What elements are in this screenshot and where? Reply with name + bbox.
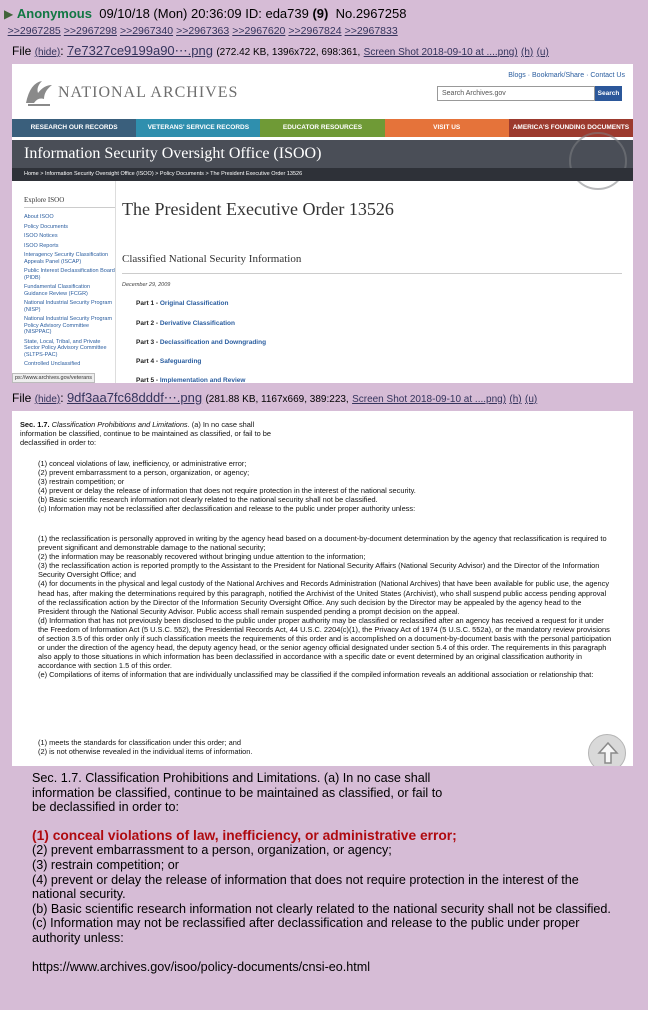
section-items-e <box>38 738 613 756</box>
backlink[interactable]: >>2967340 <box>119 25 174 37</box>
section-item: (d) Information that has not previously been disclosed to the public under proper authority may be classified or reclassified after an agency has received a request for it under the Freedom of Information Act (5 U.S.C. 552), the Presidential Records Act, 44 U.S.C. 2204(c)(1), the Privacy Act of 1974 (5 U.S.C. 552a), or the mandatory review provisions of section 3.5 of this order only if such classification meets the requirements of this order and is accomplished on a document-by-document basis with the personal participation or under the direction of the agency head, the deputy agency head, or the senior agency official designated under section 5.4 of this order. The requirements in this paragraph also apply to those situations in which information has been declassified in accordance with a specific date or event determined by an original classification authority in accordance with section 1.5 of this order. <box>38 615 612 671</box>
nav-educator-resources[interactable]: EDUCATOR RESOURCES <box>260 119 384 137</box>
part-number: Part 4 - <box>136 358 159 365</box>
comment-intro: Sec. 1.7. Classification Prohibitions and Limitations. (a) In no case shall information be classified, continue to be maintained as classified, or fail to be declassified in order to: <box>32 771 443 815</box>
status-url-tooltip: ps://www.archives.gov/veterans <box>12 373 95 383</box>
sidebar-item[interactable]: Fundamental Classification Guidance Review (FCGR) <box>24 284 91 297</box>
backlink[interactable]: >>2967285 <box>7 25 61 37</box>
part-link <box>136 339 266 346</box>
file-meta: (281.88 KB, 1167x669, 389:223, <box>205 394 349 405</box>
main-content <box>122 181 627 383</box>
file-h-link[interactable]: (h) <box>521 47 534 58</box>
section-item: (2) the information may be reasonably recovered without bringing undue attention to the information; <box>38 552 366 562</box>
sidebar-item[interactable]: Public Interest Declassification Board (PIDB) <box>24 268 115 281</box>
sidebar-item[interactable]: About ISOO <box>24 214 54 220</box>
section-item: (1) conceal violations of law, inefficiency, or administrative error; <box>38 459 247 468</box>
part-title-link[interactable]: Safeguarding <box>159 358 202 365</box>
nav-research-our-records[interactable]: RESEARCH OUR RECORDS <box>12 119 136 137</box>
comment-url-link[interactable]: https://www.archives.gov/isoo/policy-documents/cnsi-eo.html <box>32 959 371 974</box>
part-title-link[interactable]: Implementation and Review <box>159 377 246 383</box>
national-archives-logo <box>24 74 238 112</box>
original-filename-link[interactable]: Screen Shot 2018-09-10 at ....png) <box>352 394 507 405</box>
section-item: (4) prevent or delay the release of information that does not require protection in the interest of the national security. <box>38 486 416 496</box>
arrow-up-icon <box>597 741 619 765</box>
section-intro <box>20 420 290 447</box>
image-eo-section-text[interactable] <box>12 411 633 766</box>
file-label: File <box>12 391 32 405</box>
sidebar-item[interactable]: ISOO Notices <box>24 233 58 239</box>
section-item: (e) Compilations of items of information that are individually unclassified may be classified if the compiled information reveals an additional association or relationship that: <box>38 670 594 680</box>
logo-text: NATIONAL ARCHIVES <box>58 84 239 101</box>
search-input[interactable]: Search Archives.gov <box>437 86 595 101</box>
sidebar-item[interactable]: Interagency Security Classification Appeals Panel (ISCAP) <box>24 252 109 265</box>
isoo-banner <box>12 140 633 168</box>
sidebar-item[interactable]: National Industrial Security Program Policy Advisory Committee (NISPPAC) <box>24 316 113 335</box>
section-item: (3) restrain competition; or <box>38 477 125 487</box>
page-subtitle: Classified National Security Information <box>122 253 622 274</box>
backlink[interactable]: >>2967363 <box>176 25 230 37</box>
section-item: (4) for documents in the physical and legal custody of the National Archives and Records Administration (National Archives) that have been available for public use, the agency head has, after making the determinations required by this paragraph, notified the Archivist of the United States (Archivist), who shall suspend public access pending approval of the reclassification action by the Director of the Information Security Oversight Office. Any such decision by the Director may be appealed by the agency head to the President through the National Security Advisor. Public access shall remain suspended pending a prompt decision on the appeal. <box>38 579 610 616</box>
nav-founding-documents[interactable]: AMERICA'S FOUNDING DOCUMENTS <box>509 119 633 137</box>
part-link <box>136 320 235 327</box>
left-sidebar <box>12 181 116 383</box>
poster-id-count: (9) <box>312 6 329 21</box>
hide-file-link[interactable]: (hide) <box>34 394 61 405</box>
sidebar-heading: Explore ISOO <box>24 196 115 208</box>
part-number: Part 2 - <box>136 320 159 327</box>
scroll-to-top-button[interactable] <box>588 734 626 766</box>
section-items-c <box>38 534 613 680</box>
post-toggle-arrow-icon[interactable]: ▶ <box>4 7 14 21</box>
nav-visit-us[interactable]: VISIT US <box>385 119 509 137</box>
comment-line: (3) restrain competition; or <box>32 857 179 872</box>
top-links[interactable]: Blogs · Bookmark/Share · Contact Us <box>508 72 625 79</box>
file-name-link[interactable]: 9df3aa7fc68dddf⋯.png <box>66 390 203 405</box>
breadcrumb[interactable]: Home > Information Security Oversight Office (ISOO) > Policy Documents > The President Executive Order 13526 <box>12 168 633 181</box>
publish-date: December 29, 2009 <box>122 282 171 288</box>
section-item: (2) prevent embarrassment to a person, organization, or agency; <box>38 468 250 478</box>
section-item: (1) meets the standards for classification under this order; and <box>38 738 241 747</box>
post-number[interactable]: No.2967258 <box>335 6 407 21</box>
file-meta: (272.42 KB, 1396x722, 698:361, <box>216 47 361 58</box>
backlink[interactable]: >>2967620 <box>232 25 286 37</box>
eagle-logo-icon <box>24 77 54 109</box>
original-filename-link[interactable]: Screen Shot 2018-09-10 at ....png) <box>363 47 518 58</box>
section-number: Sec. 1.7. <box>20 420 50 429</box>
part-title-link[interactable]: Declassification and Downgrading <box>159 339 267 346</box>
part-link <box>136 377 245 383</box>
section-item: (1) the reclassification is personally approved in writing by the agency head based on a document-by-document determination by the agency that reclassification is required to prevent significant and demonstrable damage to the national security; <box>38 534 607 553</box>
hide-file-link[interactable]: (hide) <box>34 47 61 58</box>
section-title: Classification Prohibitions and Limitations. <box>51 420 190 429</box>
part-link <box>136 358 201 365</box>
file-u-link[interactable]: (u) <box>524 394 538 405</box>
nav-veterans-service-records[interactable]: VETERANS' SERVICE RECORDS <box>136 119 260 137</box>
poster-id[interactable]: ID: eda739 <box>245 6 309 21</box>
section-item: (2) is not otherwise revealed in the individual items of information. <box>38 747 253 757</box>
comment-line: (2) prevent embarrassment to a person, organization, or agency; <box>32 843 392 858</box>
section-item: (c) Information may not be reclassified after declassification and release to the public under proper authority unless: <box>38 504 416 514</box>
file-name-link[interactable]: 7e7327ce9199a90⋯.png <box>66 43 213 58</box>
section-items-a <box>38 459 613 514</box>
file-label: File <box>12 44 32 58</box>
site-header <box>12 64 633 119</box>
file-h-link[interactable]: (h) <box>509 394 522 405</box>
section-intro-text: (a) In no case shall information be classified, continue to be maintained as classified, or fail to be declassified in order to: <box>20 420 272 448</box>
poster-name: Anonymous <box>16 6 92 21</box>
backlink[interactable]: >>2967833 <box>344 25 398 37</box>
sidebar-item[interactable]: National Industrial Security Program (NISP) <box>24 300 113 313</box>
search-button[interactable]: Search <box>595 86 622 101</box>
section-item: (3) the reclassification action is reported promptly to the Assistant to the President for National Security Affairs (National Security Advisor) and the Director of the Information Security Oversight Office; and <box>38 561 600 580</box>
banner-title: Information Security Oversight Office (ISOO) <box>24 145 322 162</box>
post-header <box>4 6 644 39</box>
file-info-1: File (hide): 7e7327ce9199a90⋯.png (272.42 KB, 1396x722, 698:361, Screen Shot 2018-09-10 at ....png) (h) (u) <box>12 43 549 58</box>
part-number: Part 5 - <box>136 377 159 383</box>
part-title-link[interactable]: Original Classification <box>159 300 229 307</box>
part-link <box>136 300 229 307</box>
part-title-link[interactable]: Derivative Classification <box>159 320 236 327</box>
comment-highlight: (1) conceal violations of law, inefficiency, or administrative error; <box>32 827 457 843</box>
comment-line: (c) Information may not be reclassified after declassification and release to the public under proper authority unless: <box>32 916 580 945</box>
backlink[interactable]: >>2967298 <box>63 25 117 37</box>
post-comment <box>32 771 622 974</box>
comment-line: (b) Basic scientific research information not clearly related to the national security shall not be classified. <box>32 901 611 916</box>
section-item: (b) Basic scientific research information not clearly related to the national security shall not be classified. <box>38 495 378 505</box>
page-title: The President Executive Order 13526 <box>122 199 394 219</box>
part-number: Part 3 - <box>136 339 159 346</box>
file-info-2: File (hide): 9df3aa7fc68dddf⋯.png (281.88 KB, 1167x669, 389:223, Screen Shot 2018-09-10 at ....png) (h) (u) <box>12 390 538 405</box>
sidebar-item[interactable]: Policy Documents <box>24 223 69 230</box>
post-datetime: 09/10/18 (Mon) 20:36:09 <box>99 6 242 21</box>
image-archives-page[interactable] <box>12 64 633 383</box>
sidebar-item[interactable]: ISOO Reports <box>24 242 59 249</box>
main-nav <box>12 119 633 137</box>
sidebar-item[interactable]: Controlled Unclassified <box>24 361 81 367</box>
part-number: Part 1 - <box>136 300 159 307</box>
backlink[interactable]: >>2967824 <box>288 25 342 37</box>
file-u-link[interactable]: (u) <box>536 47 549 58</box>
comment-line: (4) prevent or delay the release of information that does not require protection in the interest of the national security. <box>32 872 579 902</box>
sidebar-item[interactable]: State, Local, Tribal, and Private Sector Policy Advisory Committee (SLTPS-PAC) <box>24 338 107 358</box>
